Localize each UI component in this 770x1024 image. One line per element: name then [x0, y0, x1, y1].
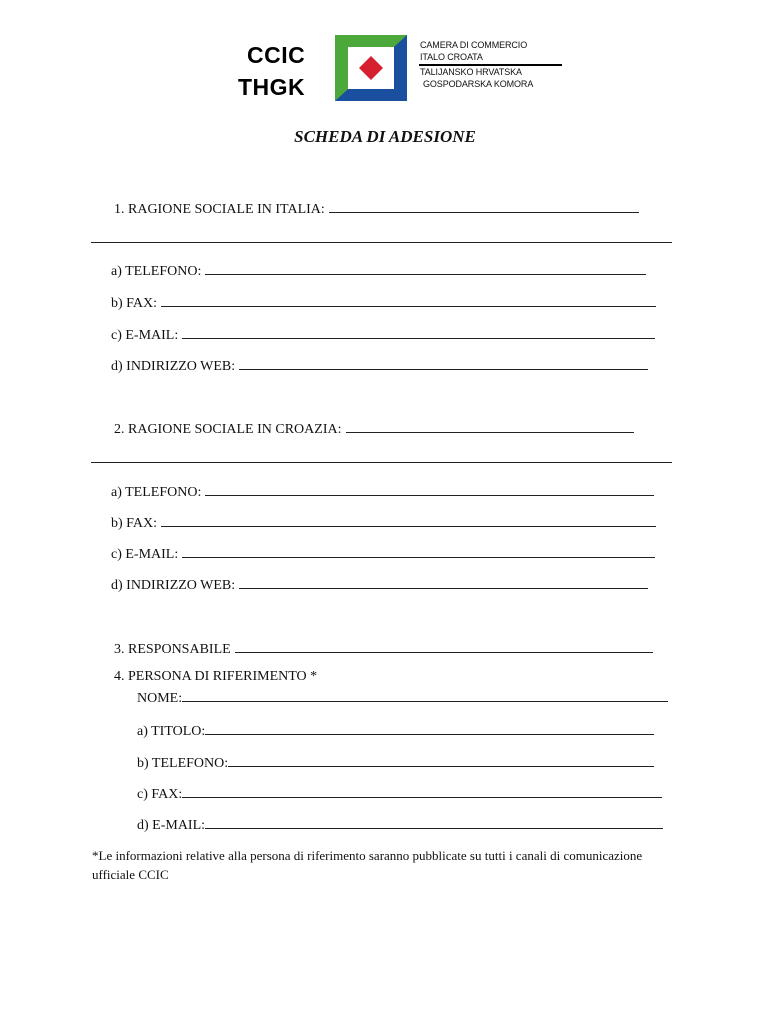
blank-line[interactable]: [205, 481, 654, 496]
field-label: b) FAX:: [111, 516, 158, 531]
blank-line-continued[interactable]: [91, 242, 672, 243]
chamber-logo-icon: [335, 35, 407, 101]
blank-line[interactable]: [239, 355, 648, 370]
blank-line[interactable]: [182, 324, 655, 339]
field-label: 2. RAGIONE SOCIALE IN CROAZIA:: [114, 422, 342, 437]
field-telefono-referente[interactable]: [137, 752, 654, 772]
field-label: a) TITOLO:: [137, 724, 206, 739]
field-responsabile[interactable]: [114, 638, 653, 658]
field-label: 3. RESPONSABILE: [114, 642, 231, 657]
page-title: SCHEDA DI ADESIONE: [294, 127, 476, 146]
org-divider: [419, 64, 562, 66]
field-label: d) INDIRIZZO WEB:: [111, 359, 236, 374]
org-name-italian-line2: ITALO CROATA: [420, 52, 483, 62]
blank-line[interactable]: [161, 292, 656, 307]
field-email-italia[interactable]: [111, 324, 655, 344]
field-telefono-croazia[interactable]: [111, 481, 654, 501]
field-label: d) E-MAIL:: [137, 818, 206, 833]
blank-line[interactable]: [205, 814, 663, 829]
field-label: b) TELEFONO:: [137, 756, 229, 771]
field-email-croazia[interactable]: [111, 543, 655, 563]
blank-line-continued[interactable]: [91, 462, 672, 463]
field-label: d) INDIRIZZO WEB:: [111, 578, 236, 593]
blank-line[interactable]: [182, 543, 655, 558]
org-name-italian-line1: CAMERA DI COMMERCIO: [420, 40, 528, 50]
blank-line[interactable]: [329, 198, 639, 213]
blank-line[interactable]: [182, 687, 668, 702]
field-titolo[interactable]: [137, 720, 654, 740]
field-fax-italia[interactable]: [111, 292, 656, 312]
field-fax-croazia[interactable]: [111, 512, 656, 532]
field-nome[interactable]: [137, 687, 668, 707]
logo-text-ccic: CCIC: [247, 42, 306, 68]
blank-line[interactable]: [161, 512, 656, 527]
org-name-croatian-line1: TALIJANSKO HRVATSKA: [420, 67, 522, 77]
field-fax-referente[interactable]: [137, 783, 662, 803]
blank-line[interactable]: [235, 638, 653, 653]
section-label: 4. PERSONA DI RIFERIMENTO *: [114, 669, 318, 684]
field-label: a) TELEFONO:: [111, 485, 202, 500]
field-label: b) FAX:: [111, 296, 158, 311]
field-label: c) FAX:: [137, 787, 183, 802]
field-label: a) TELEFONO:: [111, 264, 202, 279]
field-label: NOME:: [137, 691, 183, 706]
field-label: c) E-MAIL:: [111, 547, 179, 562]
org-name-croatian-line2: GOSPODARSKA KOMORA: [423, 79, 534, 89]
logo-text-thgk: THGK: [238, 74, 306, 100]
blank-line[interactable]: [205, 720, 654, 735]
field-ragione-sociale-italia[interactable]: [114, 198, 639, 218]
field-email-referente[interactable]: [137, 814, 663, 834]
footnote: *Le informazioni relative alla persona di riferimento saranno pubblicate su tutti i canali di comunicazione ufficiale CCIC: [92, 848, 643, 882]
field-web-italia[interactable]: [111, 355, 648, 375]
field-web-croazia[interactable]: [111, 574, 648, 594]
field-label: c) E-MAIL:: [111, 328, 179, 343]
blank-line[interactable]: [182, 783, 662, 798]
blank-line[interactable]: [205, 260, 646, 275]
field-ragione-sociale-croazia[interactable]: [114, 418, 634, 438]
blank-line[interactable]: [239, 574, 648, 589]
blank-line[interactable]: [346, 418, 634, 433]
field-telefono-italia[interactable]: [111, 260, 646, 280]
field-label: 1. RAGIONE SOCIALE IN ITALIA:: [114, 202, 325, 217]
blank-line[interactable]: [228, 752, 654, 767]
section-persona-riferimento: [114, 669, 317, 685]
